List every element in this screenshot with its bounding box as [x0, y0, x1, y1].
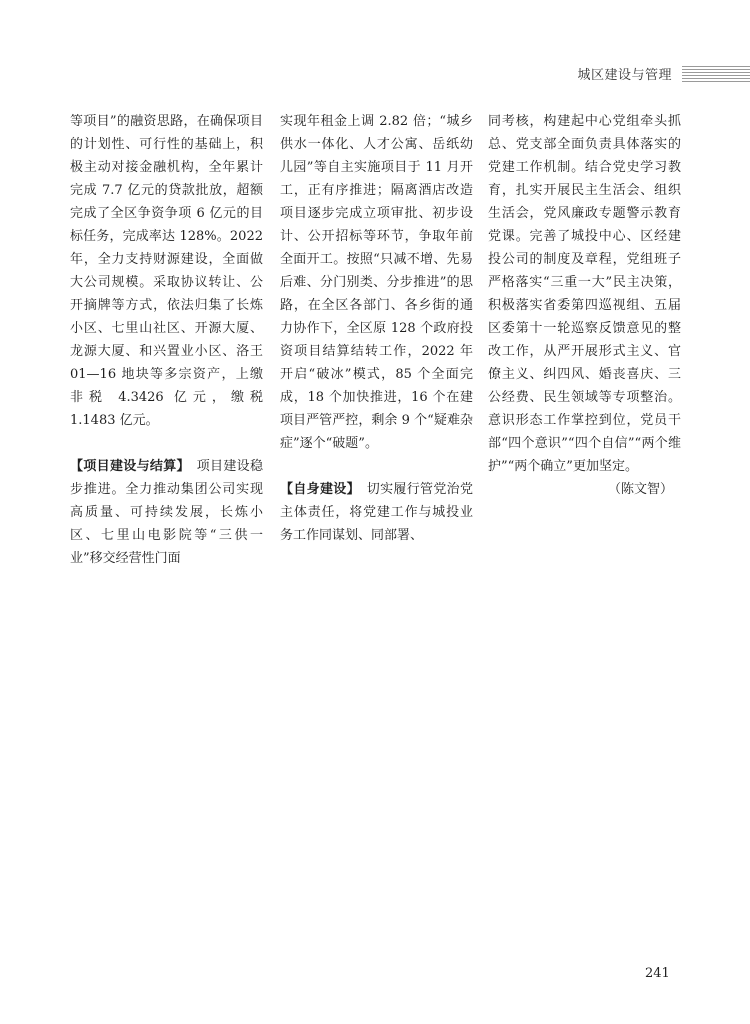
section-heading-project: 【项目建设与结算】	[70, 459, 184, 474]
header-decoration-lines	[682, 66, 750, 82]
paragraph-party-building: 同考核，构建起中心党组牵头抓总、党支部全面负责具体落实的党建工作机制。结合党史学习教育，扎实开展民主生活会、组织生活会，党风廉政专题警示教育党课。完善了城投中心、区经建投公司的制度及章程，党组班子严格落实“三重一大”民主决策，积极落实省委第四巡视组、五届区委第十一轮巡察反馈意见的整改工作，从严开展形式主义、官僚主义、纠四风、婚丧喜庆、三公经费、民生领域等专项整治。意识形态工作掌控到位，党员干部“四个意识”“四个自信”“两个维护”“两个确立”更加坚定。	[488, 114, 681, 474]
author-credit: （陈文智）	[607, 482, 673, 497]
paragraph-project-text: 项目建设稳步推进。全力推动集团公司实现高质量、可持续发展，长炼小区、七里山电影院等“三供一业”移交经营性门面	[70, 459, 263, 566]
paragraph-financing: 等项目”的融资思路，在确保项目的计划性、可行性的基础上，积极主动对接金融机构，全年累计完成 7.7 亿元的贷款批放，超额完成了全区争资争项 6 亿元的目标任务，完成率达 128%。2022 年，全力支持财源建设，全面做大公司规模。采取协议转让、公开摘牌等方式，依法归集了长炼小区、七里山社区、开源大厦、龙源大厦、和兴置业小区、洛王 01—16 地块等多宗资产，上缴非税 4.3426 亿元，缴税 1.1483 亿元。	[70, 114, 263, 428]
paragraph-self-building	[280, 478, 473, 547]
paragraph-project-continued: 实现年租金上调 2.82 倍；“城乡供水一体化、人才公寓、岳纸幼儿园”等自主实施项目于 11 月开工，正有序推进；隔离酒店改造项目逐步完成立项审批、初步设计、公开招标等环节，争取年前全面开工。按照“只减不增、先易后难、分门别类、分步推进”的思路，在全区各部门、各乡街的通力协作下，全区原 128 个政府投资项目结算结转工作，2022 年开启“破冰”模式，85 个全面完成，18 个加快推进，16 个在建项目严管严控，剩余 9 个“疑难杂症”逐个“破题”。	[280, 114, 473, 451]
paragraph-project-construction	[70, 455, 263, 570]
section-title: 城区建设与管理	[577, 68, 672, 83]
text-column-2	[280, 110, 473, 547]
section-heading-self: 【自身建设】	[280, 482, 354, 497]
text-column-3	[488, 110, 681, 501]
page-number: 241	[645, 966, 670, 981]
paragraph-self-text: 切实履行管党治党主体责任，将党建工作与城投业务工作同谋划、同部署、	[280, 482, 473, 543]
text-column-1	[70, 110, 263, 570]
running-header	[0, 62, 750, 84]
